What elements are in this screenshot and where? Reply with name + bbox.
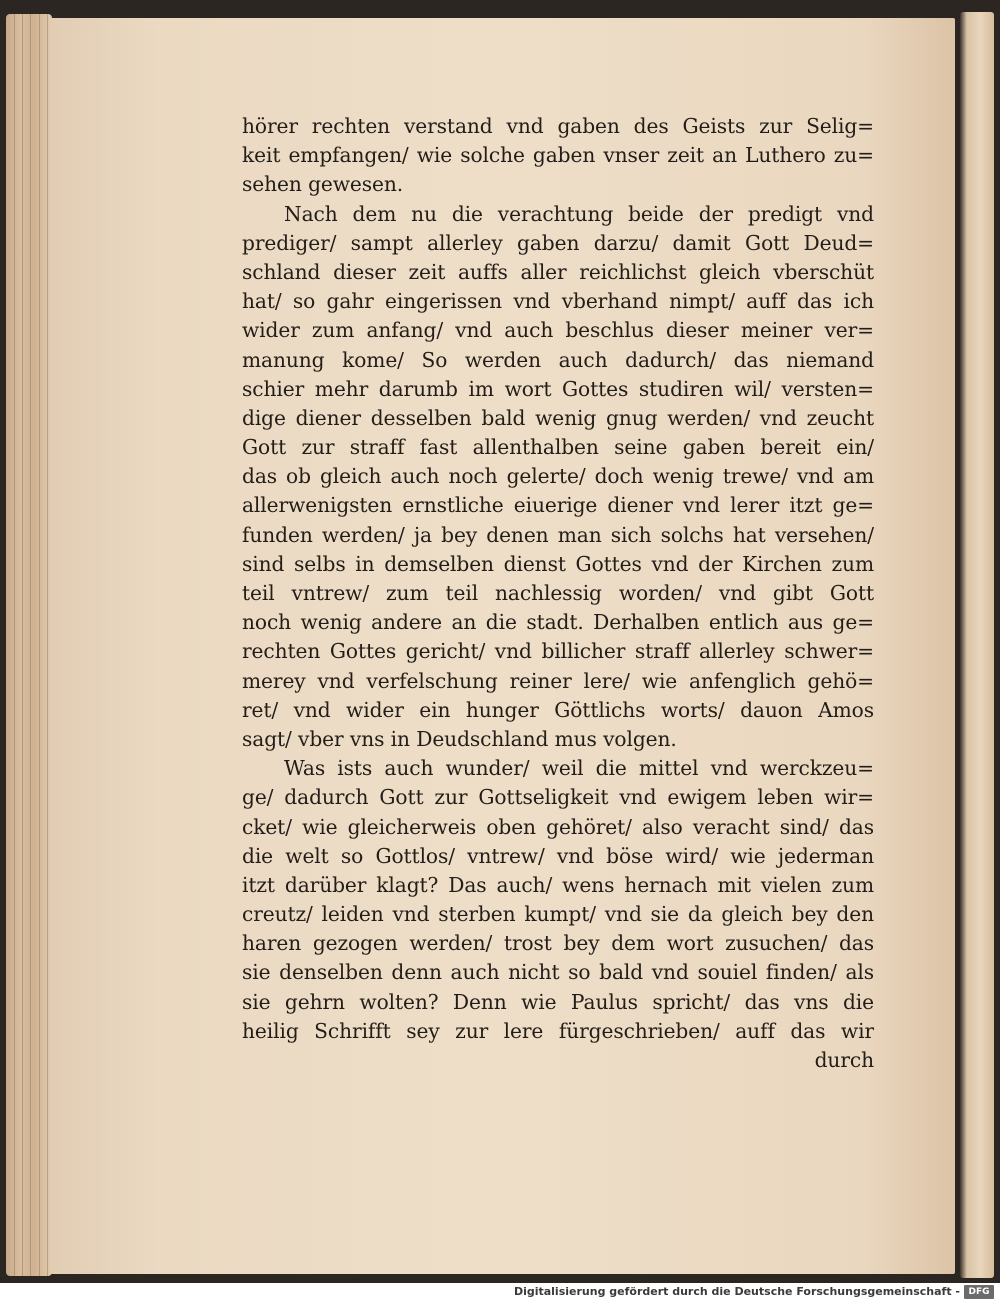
text-line: sie denselben denn auch nicht so bald vnd souiel finden/ als (242, 960, 874, 985)
text-line: merey vnd verfelschung reiner lere/ wie anfenglich gehö= (242, 668, 874, 693)
text-line: heilig Schrifft sey zur lere fürgeschrieben/ auff das wir (242, 1018, 874, 1043)
page-text-block (242, 112, 874, 1075)
text-line: sind selbs in demselben dienst Gottes vnd der Kirchen zum (242, 551, 874, 576)
text-line: ge/ dadurch Gott zur Gottseligkeit vnd ewigem leben wir= (242, 785, 874, 810)
text-line: rechten Gottes gericht/ vnd billicher straff allerley schwer= (242, 639, 874, 664)
text-line: Was ists auch wunder/ weil die mittel vnd werckzeu= (284, 756, 874, 781)
text-line: allerwenigsten ernstliche eiuerige diener vnd lerer itzt ge= (242, 493, 874, 518)
text-line: creutz/ leiden vnd sterben kumpt/ vnd sie da gleich bey den (242, 902, 874, 927)
text-line: schier mehr darumb im wort Gottes studiren wil/ versten= (242, 376, 874, 401)
text-line: sie gehrn wolten? Denn wie Paulus spricht/ das vns die (242, 989, 874, 1014)
text-line: itzt darüber klagt? Das auch/ wens hernach mit vielen zum (242, 872, 874, 897)
text-line: teil vntrew/ zum teil nachlessig worden/ vnd gibt Gott (242, 581, 874, 605)
text-line: Nach dem nu die verachtung beide der predigt vnd (284, 201, 874, 226)
footer-credit-text: Digitalisierung gefördert durch die Deutsche Forschungsgemeinschaft - (513, 1285, 960, 1298)
text-line: noch wenig andere an die stadt. Derhalben entlich aus ge= (242, 610, 874, 635)
text-line: dige diener desselben bald wenig gnug werden/ vnd zeucht (242, 405, 874, 430)
text-line: sagt/ vber vns in Deudschland mus volgen. (242, 726, 677, 751)
text-line: cket/ wie gleicherweis oben gehöret/ also veracht sind/ das (242, 814, 874, 839)
catchword: durch (814, 1048, 874, 1072)
text-line: manung kome/ So werden auch dadurch/ das niemand (242, 347, 874, 372)
book-page-edge-right (960, 12, 994, 1278)
text-line: ret/ vnd wider ein hunger Göttlichs worts/ dauon Amos (242, 697, 874, 722)
text-line: funden werden/ ja bey denen man sich solchs hat versehen/ (242, 522, 874, 547)
text-line: haren gezogen werden/ trost bey dem wort zusuchen/ das (242, 931, 874, 956)
text-line: sehen gewesen. (242, 172, 404, 197)
text-line: prediger/ sampt allerley gaben darzu/ damit Gott Deud= (242, 230, 874, 255)
text-line: die welt so Gottlos/ vntrew/ vnd böse wird/ wie jederman (242, 843, 874, 868)
text-line: Gott zur straff fast allenthalben seine gaben bereit ein/ (242, 435, 874, 460)
text-line: das ob gleich auch noch gelerte/ doch wenig trewe/ vnd am (242, 464, 874, 489)
book-page-stack-left (6, 14, 52, 1276)
dfg-logo-icon: DFG (964, 1285, 994, 1299)
text-line: schland dieser zeit auffs aller reichlichst gleich vberschüt (242, 259, 874, 284)
text-line: hörer rechten verstand vnd gaben des Geists zur Selig= (242, 114, 874, 138)
text-line: wider zum anfang/ vnd auch beschlus dieser meiner ver= (242, 318, 874, 343)
text-line: hat/ so gahr eingerissen vnd vberhand nimpt/ auff das ich (242, 289, 874, 314)
digitization-footer (0, 1283, 1000, 1302)
text-line: keit empfangen/ wie solche gaben vnser zeit an Luthero zu= (242, 143, 874, 168)
